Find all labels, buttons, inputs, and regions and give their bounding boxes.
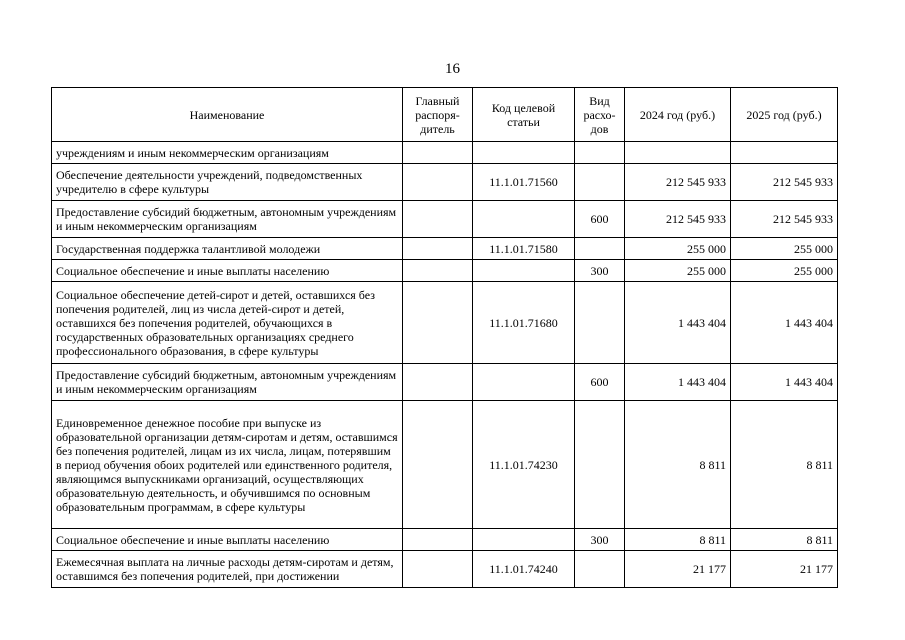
- cell-name: учреждениям и иным некоммерческим организациям: [52, 142, 403, 164]
- cell-type: 300: [575, 529, 625, 551]
- cell-manager: [403, 142, 473, 164]
- cell-2024: 255 000: [625, 238, 731, 260]
- cell-2025: 21 177: [731, 551, 838, 588]
- cell-manager: [403, 201, 473, 238]
- cell-2025: 1 443 404: [731, 364, 838, 401]
- cell-manager: [403, 164, 473, 201]
- cell-code: [473, 260, 575, 282]
- cell-name: Единовременное денежное пособие при выпуске из образовательной организации детям-сиротам и детям, оставшимся без попечения родителей, лицам из их числа, лицам, потерявшим в период обучения обоих родителей или единственного родителя, являющимся выпускниками организаций, осуществляющих образовательную деятельность, и обучившимся по основным образовательным программам, в сфере культуры: [52, 401, 403, 529]
- table-row: [52, 260, 838, 282]
- table-row: [52, 142, 838, 164]
- cell-manager: [403, 529, 473, 551]
- cell-code: [473, 364, 575, 401]
- header-2025: 2025 год (руб.): [731, 88, 838, 142]
- cell-2024: 212 545 933: [625, 201, 731, 238]
- cell-name: Государственная поддержка талантливой молодежи: [52, 238, 403, 260]
- table-row: [52, 238, 838, 260]
- cell-2024: 21 177: [625, 551, 731, 588]
- cell-2024: 212 545 933: [625, 164, 731, 201]
- cell-name: Социальное обеспечение и иные выплаты населению: [52, 529, 403, 551]
- cell-name: Социальное обеспечение детей-сирот и детей, оставшихся без попечения родителей, лиц из числа детей-сирот и детей, оставшихся без попечения родителей, обучающихся в государственных образовательных организациях среднего профессионального образования, в сфере культуры: [52, 282, 403, 364]
- table-row: [52, 529, 838, 551]
- cell-type: [575, 238, 625, 260]
- cell-code: 11.1.01.74230: [473, 401, 575, 529]
- cell-2024: 255 000: [625, 260, 731, 282]
- cell-code: 11.1.01.74240: [473, 551, 575, 588]
- table-row: [52, 401, 838, 529]
- cell-name: Ежемесячная выплата на личные расходы детям-сиротам и детям, оставшимся без попечения родителей, при достижении: [52, 551, 403, 588]
- header-manager: Главный распоря-дитель: [403, 88, 473, 142]
- table-row: [52, 201, 838, 238]
- cell-code: [473, 529, 575, 551]
- header-code: Код целевой статьи: [473, 88, 575, 142]
- cell-2024: 1 443 404: [625, 364, 731, 401]
- cell-manager: [403, 282, 473, 364]
- cell-manager: [403, 238, 473, 260]
- cell-2025: [731, 142, 838, 164]
- cell-2024: 8 811: [625, 529, 731, 551]
- cell-2024: 8 811: [625, 401, 731, 529]
- table-row: [52, 164, 838, 201]
- cell-name: Предоставление субсидий бюджетным, автономным учреждениям и иным некоммерческим организациям: [52, 201, 403, 238]
- cell-type: 600: [575, 364, 625, 401]
- cell-manager: [403, 551, 473, 588]
- cell-manager: [403, 260, 473, 282]
- cell-2025: 255 000: [731, 238, 838, 260]
- budget-table: [51, 87, 838, 588]
- cell-2024: 1 443 404: [625, 282, 731, 364]
- table-row: [52, 364, 838, 401]
- cell-type: 300: [575, 260, 625, 282]
- table-row: [52, 282, 838, 364]
- cell-2025: 212 545 933: [731, 164, 838, 201]
- cell-manager: [403, 364, 473, 401]
- cell-type: [575, 401, 625, 529]
- cell-code: [473, 142, 575, 164]
- cell-type: [575, 282, 625, 364]
- cell-name: Социальное обеспечение и иные выплаты населению: [52, 260, 403, 282]
- cell-2025: 1 443 404: [731, 282, 838, 364]
- cell-2024: [625, 142, 731, 164]
- cell-code: 11.1.01.71560: [473, 164, 575, 201]
- cell-code: 11.1.01.71680: [473, 282, 575, 364]
- cell-type: [575, 551, 625, 588]
- header-2024: 2024 год (руб.): [625, 88, 731, 142]
- table-header-row: [52, 88, 838, 142]
- cell-2025: 255 000: [731, 260, 838, 282]
- cell-name: Предоставление субсидий бюджетным, автономным учреждениям и иным некоммерческим организациям: [52, 364, 403, 401]
- header-type: Вид расхо-дов: [575, 88, 625, 142]
- cell-name: Обеспечение деятельности учреждений, подведомственных учредителю в сфере культуры: [52, 164, 403, 201]
- page-number: 16: [445, 61, 460, 77]
- table-row: [52, 551, 838, 588]
- cell-type: [575, 142, 625, 164]
- cell-2025: 212 545 933: [731, 201, 838, 238]
- cell-code: 11.1.01.71580: [473, 238, 575, 260]
- cell-2025: 8 811: [731, 529, 838, 551]
- header-name: Наименование: [52, 88, 403, 142]
- cell-code: [473, 201, 575, 238]
- cell-type: [575, 164, 625, 201]
- cell-manager: [403, 401, 473, 529]
- cell-2025: 8 811: [731, 401, 838, 529]
- cell-type: 600: [575, 201, 625, 238]
